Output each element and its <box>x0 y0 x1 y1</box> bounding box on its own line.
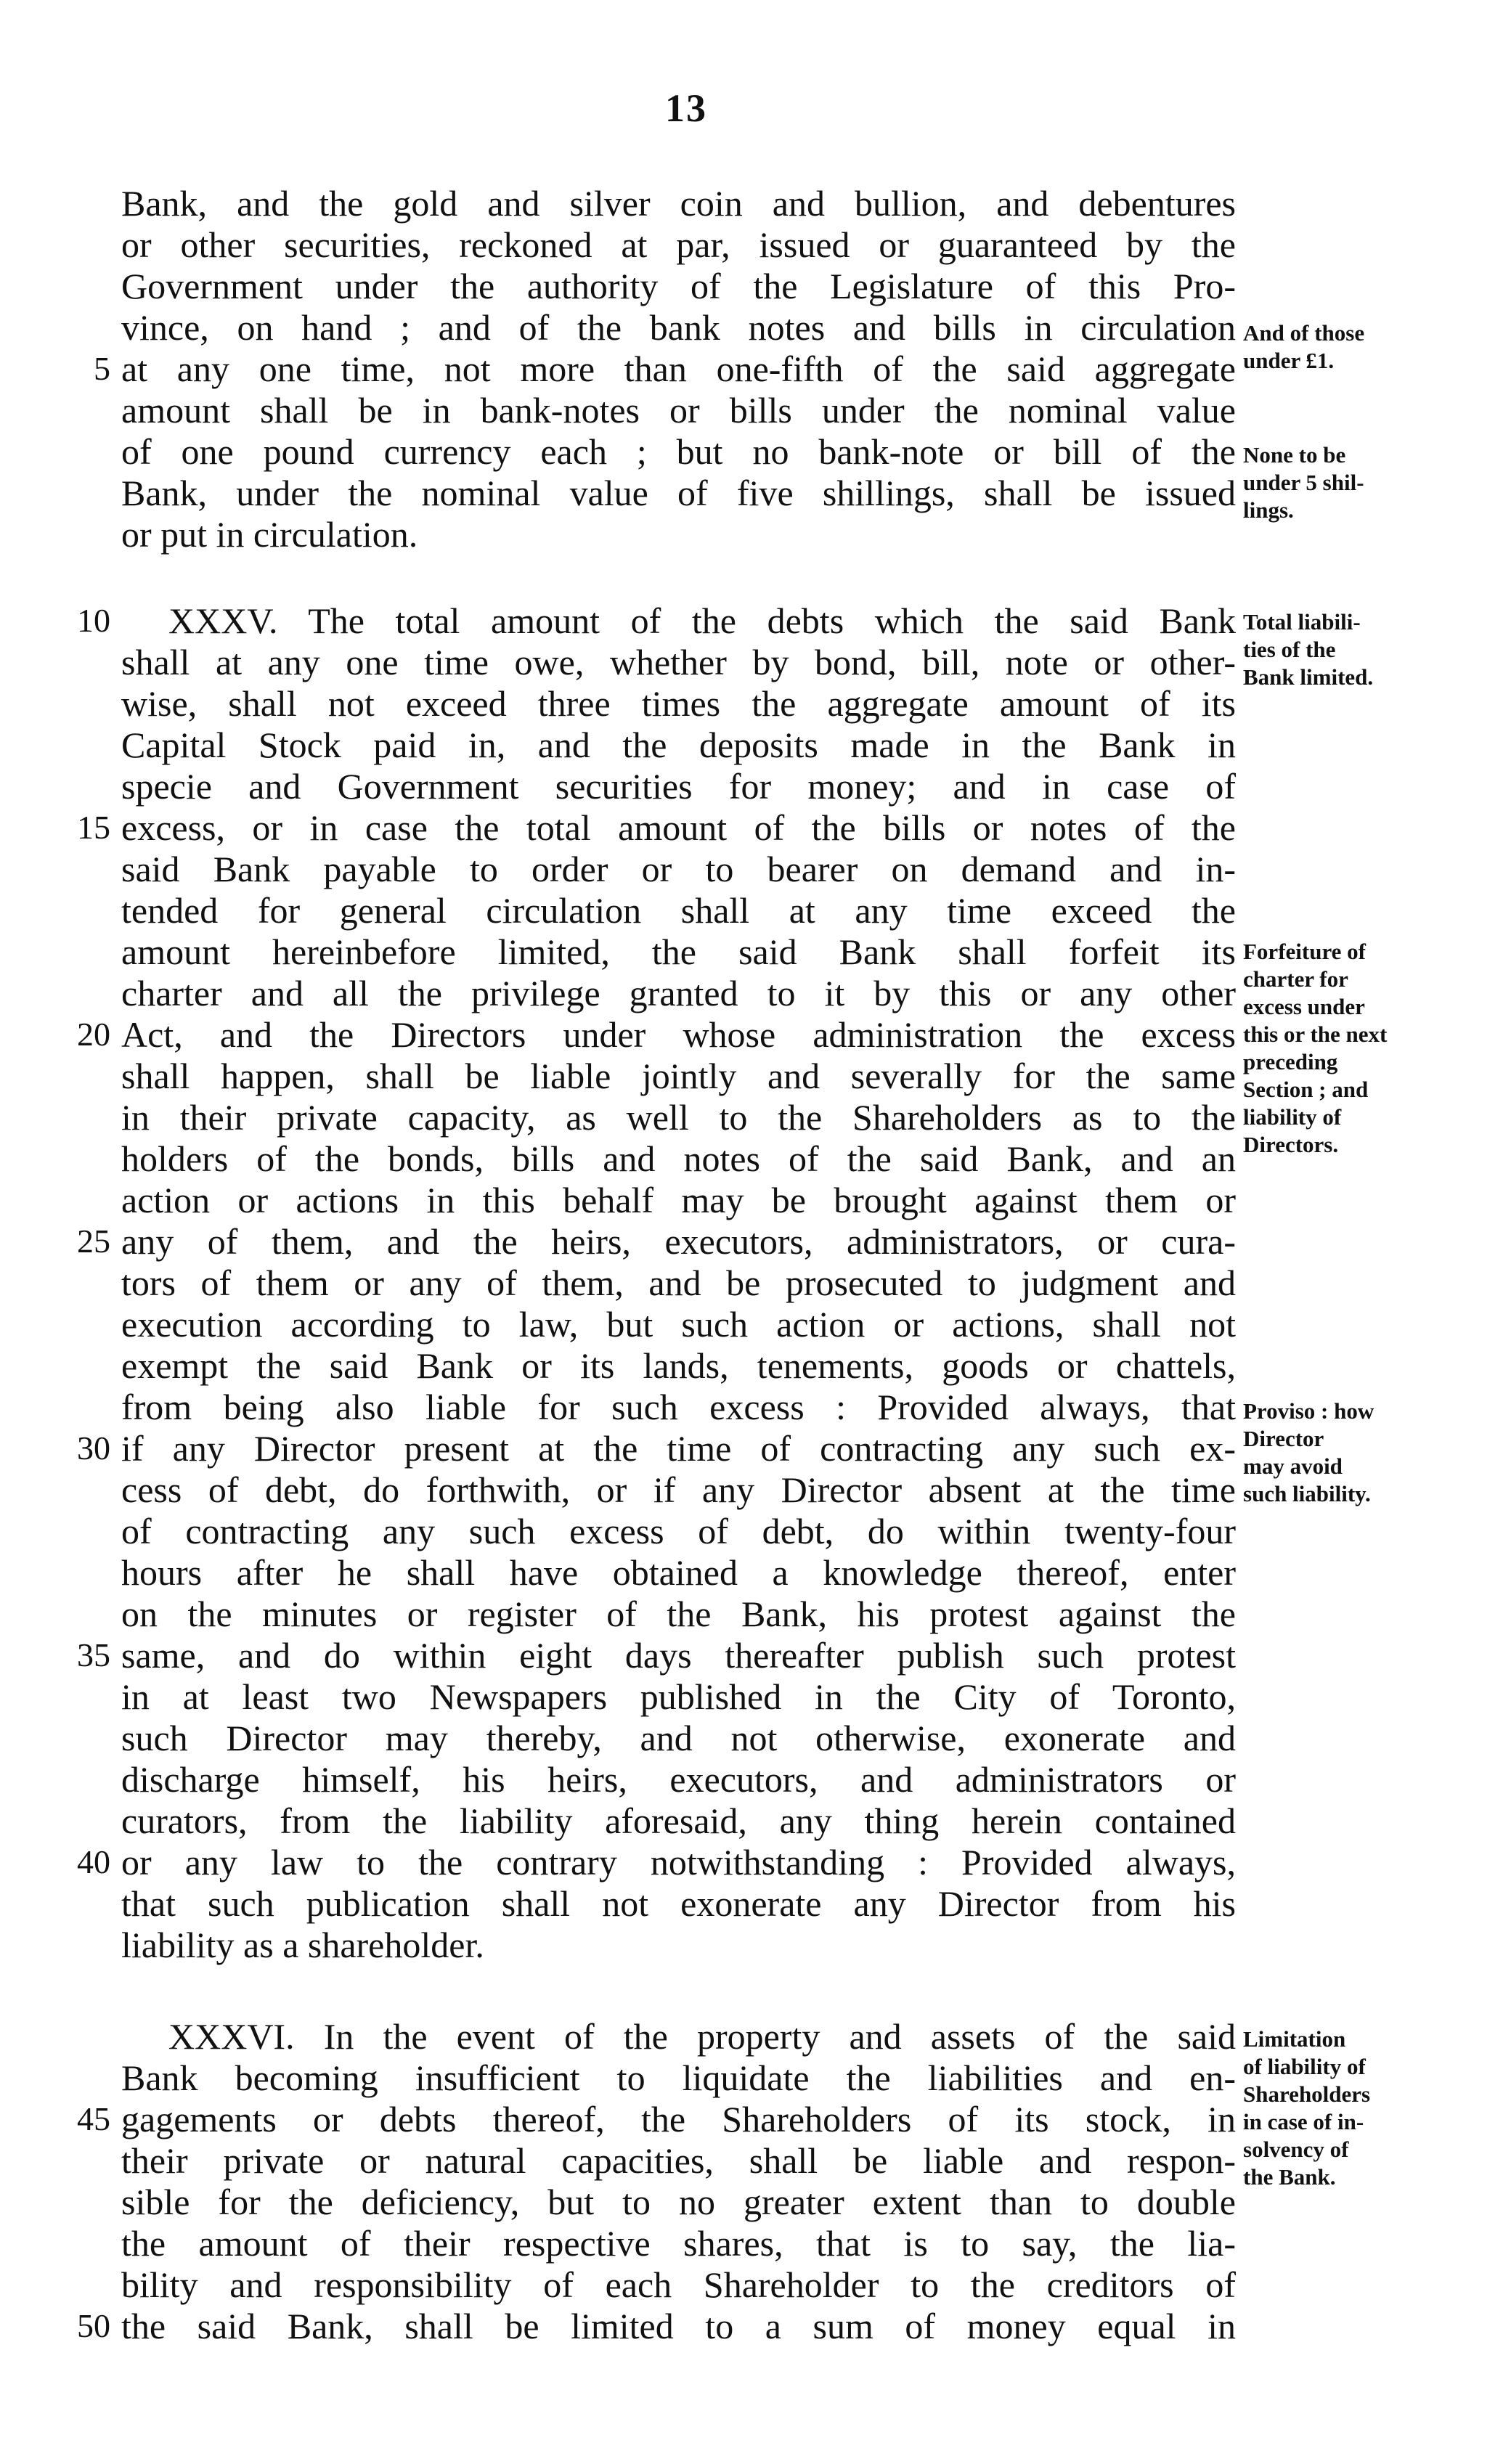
body-line: cess of debt, do forthwith, or if any Director absent at the time <box>121 1469 1236 1510</box>
body-line: holders of the bonds, bills and notes of the said Bank, and an <box>121 1138 1236 1179</box>
line-number: 25 <box>77 1223 110 1260</box>
margin-note-line: Shareholders <box>1243 2081 1371 2107</box>
margin-note-line: Directors. <box>1243 1132 1339 1157</box>
body-line: liability as a shareholder. <box>121 1925 484 1965</box>
body-line: XXXVI. In the event of the property and assets of the said <box>168 2016 1236 2057</box>
body-line: amount hereinbefore limited, the said Bank shall forfeit its <box>121 931 1236 972</box>
line-number: 30 <box>77 1429 110 1466</box>
margin-note <box>1243 1398 1461 1508</box>
line-number: 50 <box>77 2307 110 2344</box>
line-number: 10 <box>77 602 110 639</box>
margin-note-line: Proviso : how <box>1243 1398 1374 1424</box>
body-line: amount shall be in bank-notes or bills under the nominal value <box>121 390 1236 431</box>
margin-note-line: solvency of <box>1243 2137 1349 2162</box>
body-line: from being also liable for such excess : Provided always, that <box>121 1387 1236 1427</box>
body-line: of one pound currency each ; but no bank-note or bill of the <box>121 431 1236 472</box>
body-line: Bank becoming insufficient to liquidate the liabilities and en- <box>121 2057 1236 2098</box>
body-line: gagements or debts thereof, the Shareholders of its stock, in <box>121 2099 1236 2139</box>
body-line: of contracting any such excess of debt, do within twenty-four <box>121 1511 1236 1551</box>
body-line: on the minutes or register of the Bank, his protest against the <box>121 1594 1236 1634</box>
margin-note-line: in case of in- <box>1243 2109 1364 2134</box>
body-line: shall at any one time owe, whether by bond, bill, note or other- <box>121 642 1236 682</box>
margin-note-line: ties of the <box>1243 637 1336 662</box>
body-line: vince, on hand ; and of the bank notes and bills in circulation <box>121 307 1236 348</box>
body-line: discharge himself, his heirs, executors, and administrators or <box>121 1759 1236 1800</box>
body-line: hours after he shall have obtained a knowledge thereof, enter <box>121 1552 1236 1593</box>
body-line: Act, and the Directors under whose administration the excess <box>121 1014 1236 1055</box>
line-number: 35 <box>77 1636 110 1673</box>
body-line: at any one time, not more than one-fifth of the said aggregate <box>121 348 1236 389</box>
body-line: in their private capacity, as well to the Shareholders as to the <box>121 1097 1236 1138</box>
line-number: 20 <box>77 1016 110 1053</box>
margin-note-line: under £1. <box>1243 348 1335 373</box>
body-line: such Director may thereby, and not otherwise, exonerate and <box>121 1718 1236 1758</box>
body-line: Capital Stock paid in, and the deposits made in the Bank in <box>121 725 1236 765</box>
body-line: excess, or in case the total amount of the bills or notes of the <box>121 807 1236 848</box>
body-line: bility and responsibility of each Shareholder to the creditors of <box>121 2264 1236 2305</box>
body-line: same, and do within eight days thereafter publish such protest <box>121 1635 1236 1676</box>
body-line: sible for the deficiency, but to no greater extent than to double <box>121 2182 1236 2222</box>
body-line: Bank, under the nominal value of five shillings, shall be issued <box>121 473 1236 513</box>
body-line: the said Bank, shall be limited to a sum of money equal in <box>121 2306 1236 2346</box>
margin-note-line: under 5 shil- <box>1243 470 1364 495</box>
body-line: wise, shall not exceed three times the aggregate amount of its <box>121 683 1236 724</box>
margin-note-line: Bank limited. <box>1243 664 1374 690</box>
margin-note-line: Forfeiture of <box>1243 939 1366 964</box>
margin-note-line: Limitation <box>1243 2026 1346 2052</box>
body-line: curators, from the liability aforesaid, any thing herein contained <box>121 1800 1236 1841</box>
margin-note <box>1243 441 1461 524</box>
margin-note-line: Section ; and <box>1243 1077 1369 1102</box>
body-line: specie and Government securities for money; and in case of <box>121 766 1236 807</box>
margin-note-line: excess under <box>1243 994 1365 1019</box>
margin-note-line: may avoid <box>1243 1453 1343 1479</box>
body-line: Bank, and the gold and silver coin and bullion, and debentures <box>121 183 1236 224</box>
body-line: tors of them or any of them, and be prosecuted to judgment and <box>121 1262 1236 1303</box>
margin-note-line: of liability of <box>1243 2054 1366 2079</box>
margin-note-line: charter for <box>1243 966 1348 992</box>
line-number: 40 <box>77 1843 110 1880</box>
margin-note-line: liability of <box>1243 1104 1342 1130</box>
margin-note-line: And of those <box>1243 320 1365 346</box>
line-number: 45 <box>77 2100 110 2137</box>
body-line: in at least two Newspapers published in the City of Toronto, <box>121 1676 1236 1717</box>
body-line: their private or natural capacities, shall be liable and respon- <box>121 2140 1236 2181</box>
margin-note <box>1243 938 1461 1159</box>
body-line: if any Director present at the time of contracting any such ex- <box>121 1428 1236 1469</box>
body-line: that such publication shall not exonerate any Director from his <box>121 1883 1236 1924</box>
body-line: any of them, and the heirs, executors, administrators, or cura- <box>121 1221 1236 1262</box>
margin-note <box>1243 608 1461 691</box>
body-line: or other securities, reckoned at par, issued or guaranteed by the <box>121 224 1236 265</box>
margin-note-line: this or the next <box>1243 1021 1388 1047</box>
body-line: charter and all the privilege granted to it by this or any other <box>121 973 1236 1013</box>
page-number: 13 <box>665 86 707 130</box>
margin-note-line: such liability. <box>1243 1481 1371 1506</box>
margin-note <box>1243 2026 1461 2191</box>
body-line: Government under the authority of the Legislature of this Pro- <box>121 266 1236 306</box>
body-line: shall happen, shall be liable jointly and severally for the same <box>121 1056 1236 1096</box>
body-line: said Bank payable to order or to bearer on demand and in- <box>121 849 1236 889</box>
body-line: action or actions in this behalf may be brought against them or <box>121 1180 1236 1220</box>
margin-note-line: None to be <box>1243 442 1346 468</box>
body-line: or any law to the contrary notwithstanding : Provided always, <box>121 1842 1236 1882</box>
margin-note <box>1243 319 1461 375</box>
line-number: 15 <box>77 809 110 846</box>
body-line: exempt the said Bank or its lands, tenements, goods or chattels, <box>121 1345 1236 1386</box>
body-line: execution according to law, but such action or actions, shall not <box>121 1304 1236 1345</box>
margin-note-line: the Bank. <box>1243 2164 1336 2190</box>
body-line: tended for general circulation shall at any time exceed the <box>121 890 1236 931</box>
body-line: or put in circulation. <box>121 514 418 555</box>
margin-note-line: lings. <box>1243 497 1294 523</box>
margin-note-line: Director <box>1243 1426 1324 1451</box>
line-number: 5 <box>94 350 110 387</box>
margin-note-line: Total liabili- <box>1243 609 1361 635</box>
margin-note-line: preceding <box>1243 1049 1338 1074</box>
body-line: XXXV. The total amount of the debts which the said Bank <box>168 600 1236 641</box>
body-line: the amount of their respective shares, that is to say, the lia- <box>121 2223 1236 2264</box>
